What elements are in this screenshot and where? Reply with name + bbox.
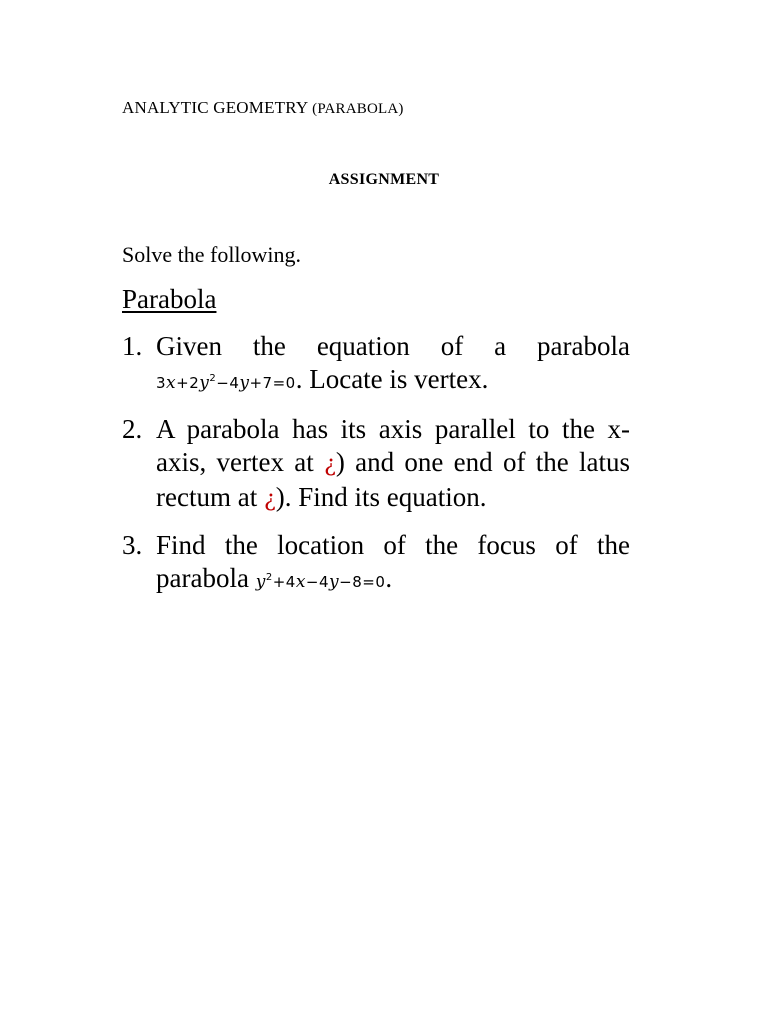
problem-3	[122, 529, 630, 599]
problem-text	[156, 413, 630, 516]
section-heading: Parabola	[122, 284, 217, 314]
eq-variable: y	[239, 373, 250, 393]
eq-variable: y	[199, 373, 210, 393]
equation-3	[256, 573, 386, 591]
eq-term: −8=0	[339, 573, 386, 591]
problem-3-text-a: Find the location of the focus of the parabola	[156, 530, 630, 593]
eq-variable: x	[295, 572, 306, 592]
problem-2	[122, 413, 630, 516]
eq-exponent: 2	[209, 373, 217, 384]
eq-term: 3	[156, 374, 167, 392]
problem-number: 3.	[122, 530, 143, 560]
assignment-label: ASSIGNMENT	[328, 171, 440, 188]
problem-3-text-b: .	[385, 563, 393, 593]
eq-term: −4	[216, 374, 240, 392]
title-subject: (PARABOLA)	[312, 101, 404, 117]
problem-2-text-a: A parabola has its axis parallel to the x-axis, vertex at	[156, 414, 630, 477]
problem-1-text-a: Given the equation of a parabola	[156, 331, 630, 361]
problem-number: 1.	[122, 331, 143, 361]
eq-variable: x	[166, 373, 177, 393]
eq-term: +2	[176, 374, 200, 392]
problem-2-text-c: ). Find its equation.	[275, 482, 487, 512]
title-main: ANALYTIC GEOMETRY	[122, 98, 313, 117]
problem-list	[122, 330, 630, 612]
problem-1-text-b: . Locate is vertex.	[295, 364, 489, 394]
instruction-text: Solve the following.	[122, 242, 302, 267]
problem-1	[122, 330, 630, 400]
problem-text	[156, 529, 630, 599]
eq-variable: y	[329, 572, 340, 592]
equation-1	[156, 374, 296, 392]
eq-term: −4	[305, 573, 330, 591]
eq-variable: y	[255, 572, 266, 592]
missing-symbol-glyph: ¿	[324, 452, 336, 477]
missing-symbol-glyph: ¿	[263, 487, 276, 512]
eq-term: +4	[272, 573, 296, 591]
problem-number: 2.	[122, 414, 143, 444]
problem-2-text-b: ) and one end of the latus rectum at	[156, 447, 630, 512]
document-title	[122, 98, 404, 118]
eq-exponent: 2	[265, 572, 273, 583]
eq-term: +7=0	[249, 374, 296, 392]
problem-text	[156, 330, 630, 400]
